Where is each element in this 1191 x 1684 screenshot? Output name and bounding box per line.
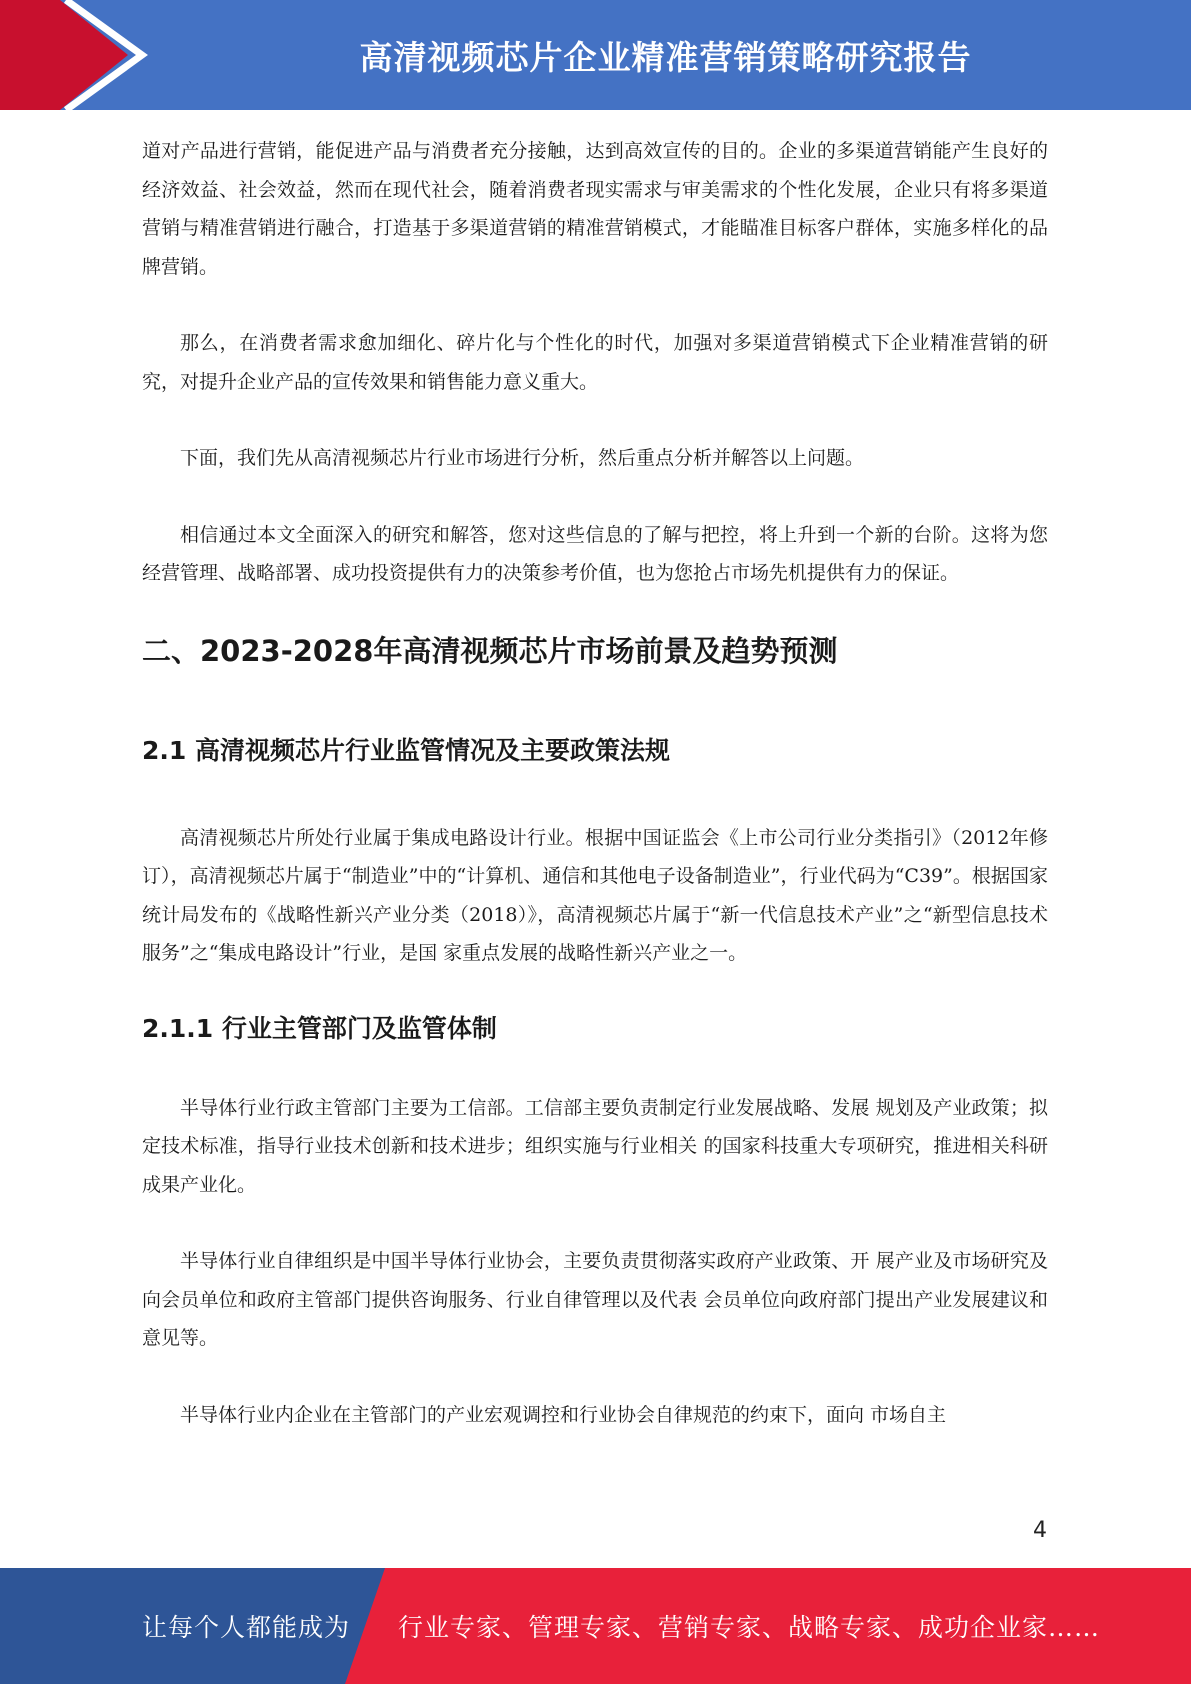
page-header [0,0,1191,110]
paragraph: 那么，在消费者需求愈加细化、碎片化与个性化的时代，加强对多渠道营销模式下企业精准营销的研究，对提升企业产品的宣传效果和销售能力意义重大。 [142,332,1048,393]
footer-slogan-right: 行业专家、管理专家、营销专家、战略专家、成功企业家…… [398,1613,1101,1642]
paragraph: 高清视频芯片所处行业属于集成电路设计行业。根据中国证监会《上市公司行业分类指引》（2012年修订），高清视频芯片属于“制造业”中的“计算机、通信和其他电子设备制造业”，行业代码为“C39”。根据国家统计局发布的《战略性新兴产业分类（2018）》，高清视频芯片属于“新一代信息技术产业”之“新型信息技术服务”之“集成电路设计”行业，是国 家重点发展的战略性新兴产业之一。 [142,826,1048,964]
paragraph: 相信通过本文全面深入的研究和解答，您对这些信息的了解与把控，将上升到一个新的台阶。这将为您经营管理、战略部署、成功投资提供有力的决策参考价值，也为您抢占市场先机提供有力的保证。 [142,523,1048,584]
paragraph: 道对产品进行营销，能促进产品与消费者充分接触，达到高效宣传的目的。企业的多渠道营销能产生良好的经济效益、社会效益，然而在现代社会，随着消费者现实需求与审美需求的个性化发展，企业只有将多渠道营销与精准营销进行融合，打造基于多渠道营销的精准营销模式，才能瞄准目标客户群体，实施多样化的品牌营销。 [142,140,1048,278]
document-body [142,132,1048,1472]
header-title: 高清视频芯片企业精准营销策略研究报告 [359,37,972,77]
subsubsection-heading: 2.1.1 行业主管部门及监管体制 [142,1013,497,1043]
section-heading: 二、2023-2028年高清视频芯片市场前景及趋势预测 [142,633,838,668]
paragraph: 半导体行业内企业在主管部门的产业宏观调控和行业协会自律规范的约束下，面向 市场自主 [180,1403,947,1426]
footer-slogan-left: 让每个人都能成为 [142,1613,351,1642]
page-footer [0,1568,1191,1684]
paragraph: 下面，我们先从高清视频芯片行业市场进行分析，然后重点分析并解答以上问题。 [180,447,865,469]
page-number: 4 [1033,1518,1047,1543]
paragraph: 半导体行业行政主管部门主要为工信部。工信部主要负责制定行业发展战略、发展 规划及产业政策；拟定技术标准，指导行业技术创新和技术进步；组织实施与行业相关 的国家科技重大专项研究，推进相关科研成果产业化。 [142,1096,1048,1196]
subsection-heading: 2.1 高清视频芯片行业监管情况及主要政策法规 [142,735,670,765]
paragraph: 半导体行业自律组织是中国半导体行业协会，主要负责贯彻落实政府产业政策、开 展产业及市场研究及向会员单位和政府主管部门提供咨询服务、行业自律管理以及代表 会员单位向政府部门提出产业发展建议和意见等。 [142,1250,1048,1349]
